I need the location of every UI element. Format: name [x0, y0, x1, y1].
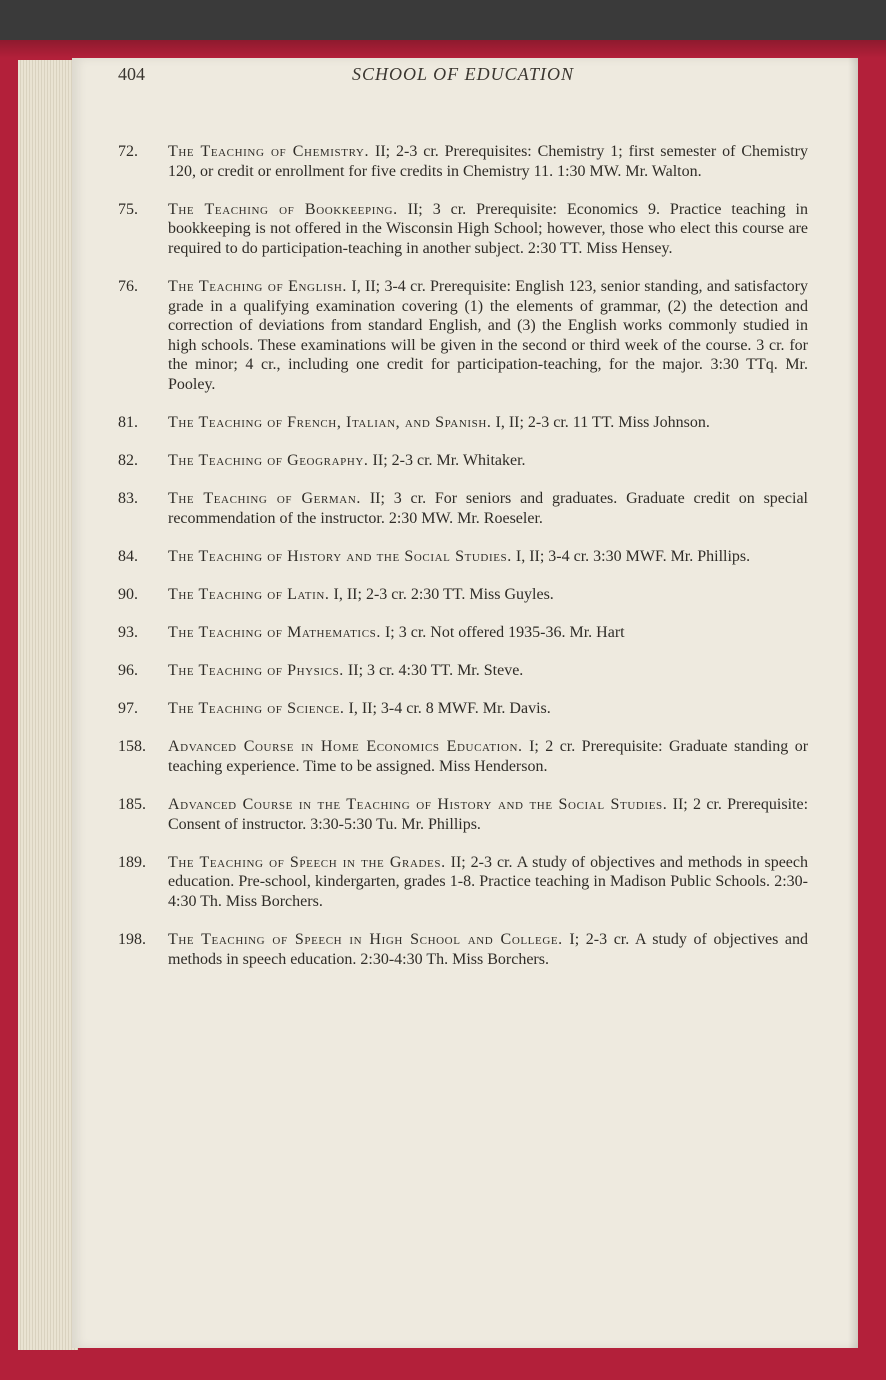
course-description: II; 2-3 cr. Mr. Whitaker. [372, 452, 526, 470]
course-entry [118, 489, 808, 528]
course-entry [118, 699, 808, 719]
course-description: I, II; 3-4 cr. 3:30 MWF. Mr. Phillips. [515, 547, 751, 565]
course-title: The Teaching of Science. [168, 700, 345, 718]
course-number: 83. [118, 490, 138, 508]
course-description: I; 2-3 cr. A study of objectives and methods in speech education. 2:30-4:30 Th. Miss Borchers. [168, 931, 809, 968]
course-title: The Teaching of History and the Social Studies. [168, 547, 512, 565]
page-edges [18, 60, 78, 1350]
course-title: The Teaching of Geography. [168, 452, 369, 470]
course-title: The Teaching of German. [168, 490, 361, 508]
course-entry [118, 623, 808, 643]
course-entry [118, 930, 808, 969]
course-number: 96. [118, 662, 138, 680]
course-number: 72. [118, 143, 138, 160]
course-description: I; 2 cr. Prerequisite: Graduate standing or teaching experience. Time to be assigned. Miss Henderson. [168, 738, 809, 775]
course-entry [118, 795, 808, 834]
course-title: The Teaching of Speech in the Grades. [168, 853, 446, 871]
course-number: 158. [118, 738, 146, 756]
course-title: The Teaching of Bookkeeping. [168, 200, 398, 218]
course-number: 81. [118, 414, 138, 432]
course-number: 189. [118, 853, 146, 871]
course-title: The Teaching of English. [168, 277, 348, 295]
course-description: II; 2-3 cr. A study of objectives and methods in speech education. Pre-school, kindergarten, grades 1-8. Practice teaching in Madison Public Schools. 2:30-4:30 Th. Miss Borchers. [168, 853, 809, 910]
course-number: 185. [118, 796, 146, 814]
course-description: II; 2-3 cr. Prerequisites: Chemistry 1; first semester of Chemistry 120, or credit or enrollment for five credits in Chemistry 11. 1:30 MW. Mr. Walton. [168, 143, 809, 180]
course-entry [118, 661, 808, 681]
course-description: II; 3 cr. For seniors and graduates. Graduate credit on special recommendation of the instructor. 2:30 MW. Mr. Roeseler. [168, 490, 809, 527]
course-description: II; 3 cr. 4:30 TT. Mr. Steve. [347, 662, 524, 680]
course-description: I, II; 2-3 cr. 11 TT. Miss Johnson. [495, 414, 710, 432]
course-entry [118, 277, 808, 395]
course-description: I, II; 3-4 cr. 8 MWF. Mr. Davis. [348, 700, 551, 718]
course-number: 76. [118, 277, 138, 295]
book-cover-edge [0, 40, 886, 58]
course-number: 90. [118, 586, 138, 603]
course-title: The Teaching of Mathematics. [168, 624, 381, 642]
running-head: SCHOOL OF EDUCATION [351, 64, 575, 84]
course-number: 75. [118, 200, 138, 218]
course-description: I, II; 3-4 cr. Prerequisite: English 123, senior standing, and satisfactory grade in a qualifying examination covering (1) the elements of grammar, (2) the detection and correction of deviations from standard English, and (3) the English works commonly studied in high schools. These examinations will be given in the second or third week of the course. 3 cr. for the minor; 4 cr., including one credit for participation-teaching, for the major. 3:30 TTq. Mr. Pooley. [168, 277, 809, 393]
course-entry [118, 451, 808, 471]
course-number: 84. [118, 547, 138, 565]
page-gutter-shade [848, 58, 858, 1348]
course-entry [118, 413, 808, 433]
course-description: I; 3 cr. Not offered 1935-36. Mr. Hart [384, 624, 625, 642]
course-list [118, 142, 808, 988]
course-description: II; 2 cr. Prerequisite: Consent of instructor. 3:30-5:30 Tu. Mr. Phillips. [168, 796, 809, 833]
course-title: The Teaching of French, Italian, and Spanish. [168, 414, 492, 432]
course-description: I, II; 2-3 cr. 2:30 TT. Miss Guyles. [333, 586, 554, 603]
course-entry [118, 585, 808, 605]
course-entry [118, 737, 808, 776]
course-entry [118, 142, 808, 181]
course-description: II; 3 cr. Prerequisite: Economics 9. Practice teaching in bookkeeping is not offered in the Wisconsin High School; however, those who elect this course are required to do participation-teaching in another subject. 2:30 TT. Miss Hensey. [168, 200, 808, 257]
course-entry [118, 853, 808, 912]
course-title: The Teaching of Physics. [168, 662, 344, 680]
course-title: Advanced Course in Home Economics Education. [168, 738, 523, 756]
course-title: Advanced Course in the Teaching of History and the Social Studies. [168, 796, 668, 814]
course-number: 198. [118, 931, 146, 949]
course-title: The Teaching of Speech in High School and College. [168, 931, 563, 949]
course-entry [118, 200, 808, 259]
course-number: 82. [118, 452, 138, 470]
course-entry [118, 547, 808, 567]
course-title: The Teaching of Latin. [168, 586, 330, 603]
course-title: The Teaching of Chemistry. [168, 143, 370, 160]
page-number: 404 [118, 64, 145, 84]
course-number: 93. [118, 624, 138, 642]
course-number: 97. [118, 700, 138, 718]
